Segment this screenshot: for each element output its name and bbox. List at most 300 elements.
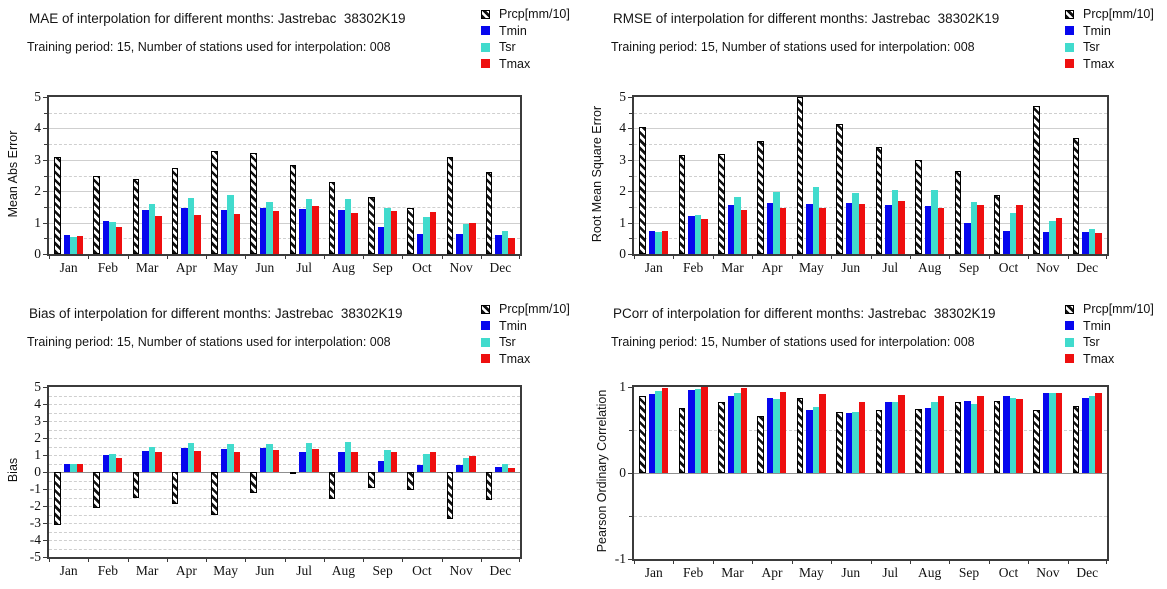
x-tick-label: Jan (644, 565, 663, 580)
y-tick-label: 1 (619, 214, 626, 230)
bar-prcp-mm-10-mar (718, 154, 725, 254)
x-tick-label: Sep (958, 260, 980, 275)
x-tick-label: Aug (331, 563, 355, 578)
x-tick-label: Apr (175, 260, 197, 275)
y-tick-label: 0 (619, 246, 626, 261)
y-axis-label: Root Mean Square Error (590, 105, 604, 243)
bar-prcp-mm-10-may (797, 97, 804, 254)
bar-tmax-jul (898, 395, 905, 473)
x-tick (871, 255, 872, 259)
x-tick-label: Oct (412, 563, 432, 578)
bar-prcp-mm-10-dec (1073, 138, 1080, 254)
y-minor-tick (44, 113, 47, 114)
bar-prcp-mm-10-jun (250, 153, 257, 254)
bar-tmax-nov (1056, 218, 1063, 254)
bar-tmax-aug (938, 208, 945, 254)
x-tick-label: Aug (331, 260, 355, 275)
x-tick-label: Jul (882, 565, 899, 580)
y-tick (43, 557, 47, 558)
x-tick-label: Dec (1076, 565, 1099, 580)
bar-tmax-may (819, 208, 826, 254)
bar-prcp-mm-10-apr (757, 141, 764, 254)
chart-subtitle: Training period: 15, Number of stations used for interpolation: 008 (27, 40, 391, 54)
x-tick (673, 560, 674, 564)
bar-prcp-mm-10-feb (93, 472, 100, 508)
x-tick (949, 560, 950, 564)
bar-tmax-aug (351, 452, 358, 472)
chart-subtitle: Training period: 15, Number of stations used for interpolation: 008 (611, 335, 975, 349)
gridline (49, 128, 520, 129)
y-tick-label: 2 (34, 183, 41, 199)
chart-title: MAE of interpolation for different months: Jastrebac 38302K19 (29, 11, 406, 26)
bar-prcp-mm-10-jul (290, 472, 297, 474)
bar-tmax-jun (859, 402, 866, 473)
x-tick (752, 560, 753, 564)
bar-prcp-mm-10-feb (679, 155, 686, 254)
bar-tmax-jul (312, 206, 319, 254)
x-tick (1068, 255, 1069, 259)
zero-line (634, 473, 1107, 474)
legend (481, 301, 570, 367)
y-tick (628, 128, 632, 129)
bar-tmax-jul (312, 449, 319, 472)
bar-prcp-mm-10-jun (250, 472, 257, 493)
x-tick (167, 558, 168, 562)
y-axis-label: Pearson Ordinary Correlation (595, 389, 609, 553)
bar-tmax-dec (508, 238, 515, 254)
plot-area (632, 385, 1109, 561)
x-tick (792, 255, 793, 259)
x-tick (481, 255, 482, 259)
x-tick-label: May (213, 563, 238, 578)
x-tick (910, 560, 911, 564)
bar-prcp-mm-10-dec (486, 472, 493, 500)
bar-tmax-apr (780, 208, 787, 254)
legend-item-tmin (481, 23, 570, 40)
tmax-swatch-icon (481, 354, 490, 363)
bar-prcp-mm-10-oct (994, 195, 1001, 254)
y-tick (628, 191, 632, 192)
y-minor-tick (629, 516, 632, 517)
x-tick (206, 255, 207, 259)
bar-prcp-mm-10-apr (172, 472, 179, 504)
y-tick (628, 559, 632, 560)
y-minor-tick (44, 144, 47, 145)
legend-item-prcp-mm-10 (481, 6, 570, 23)
y-tick (43, 404, 47, 405)
bar-prcp-mm-10-aug (329, 182, 336, 254)
x-tick (634, 255, 635, 259)
plot-area (47, 385, 522, 559)
x-tick (285, 255, 286, 259)
bar-tmax-dec (508, 468, 515, 472)
x-tick (128, 558, 129, 562)
y-tick-label: -5 (29, 549, 41, 564)
y-axis-label: Bias (6, 457, 20, 483)
bar-prcp-mm-10-sep (368, 472, 375, 488)
gridline (49, 396, 520, 397)
x-tick-label: Nov (449, 260, 473, 275)
x-tick-label: Oct (998, 565, 1019, 580)
y-tick-label: 3 (34, 413, 41, 428)
legend-item-prcp-mm-10 (1065, 301, 1154, 318)
prcp-mm-10-swatch-icon (481, 305, 490, 314)
legend-label: Tmax (499, 351, 531, 366)
bar-tmax-mar (155, 216, 162, 254)
legend-label: Tsr (1083, 335, 1100, 350)
x-tick-label: Jul (296, 260, 312, 275)
bar-prcp-mm-10-jul (876, 410, 883, 473)
x-tick-label: Jun (841, 260, 861, 275)
x-tick (245, 255, 246, 259)
legend-label: Tmax (1083, 56, 1115, 71)
legend-item-tmin (481, 318, 570, 335)
y-tick (43, 223, 47, 224)
bar-tmax-dec (1095, 393, 1102, 473)
bar-tmax-jun (273, 211, 280, 254)
y-tick (628, 160, 632, 161)
tmax-swatch-icon (1065, 354, 1074, 363)
x-tick-label: Nov (1036, 260, 1060, 275)
legend-label: Tsr (499, 40, 516, 55)
gridline (49, 438, 520, 439)
y-tick (43, 128, 47, 129)
gridline (49, 447, 520, 448)
bar-prcp-mm-10-feb (93, 176, 100, 255)
x-tick-label: Jun (255, 563, 275, 578)
bar-tmax-jun (859, 204, 866, 254)
y-tick-label: 0 (619, 465, 626, 480)
bar-tmax-jun (273, 450, 280, 472)
x-tick (363, 255, 364, 259)
bar-tmax-feb (116, 227, 123, 254)
x-tick (1106, 560, 1107, 564)
x-tick-label: Mar (135, 563, 159, 578)
x-tick (634, 560, 635, 564)
y-tick (43, 438, 47, 439)
bar-tmax-aug (938, 396, 945, 473)
x-tick-label: May (798, 260, 824, 275)
y-tick (43, 540, 47, 541)
legend-item-tmin (1065, 318, 1154, 335)
x-tick-label: Aug (917, 565, 942, 580)
y-tick-label: 5 (34, 89, 41, 104)
bar-tmax-feb (701, 387, 708, 473)
y-tick-label: 4 (34, 120, 41, 136)
panel-pcorr (584, 295, 1167, 589)
bar-tmax-aug (351, 213, 358, 254)
y-tick-label: 3 (619, 151, 626, 167)
x-tick-label: Sep (372, 260, 393, 275)
x-tick (831, 255, 832, 259)
legend-item-tsr (1065, 39, 1154, 56)
y-minor-tick (44, 207, 47, 208)
y-tick-label: 5 (34, 379, 41, 394)
y-minor-tick (44, 176, 47, 177)
bar-tmax-dec (1095, 233, 1102, 254)
legend (1065, 6, 1154, 72)
legend-label: Prcp[mm/10] (1083, 302, 1154, 317)
bar-prcp-mm-10-sep (368, 197, 375, 254)
legend-label: Prcp[mm/10] (499, 302, 570, 317)
bar-prcp-mm-10-mar (133, 179, 140, 254)
x-tick-label: Sep (372, 563, 393, 578)
tmin-swatch-icon (1065, 26, 1074, 35)
x-tick (792, 560, 793, 564)
chart-title: RMSE of interpolation for different months: Jastrebac 38302K19 (613, 11, 1000, 26)
bar-tmax-jan (662, 231, 669, 254)
x-tick-label: Feb (682, 260, 704, 275)
legend-label: Tmin (499, 318, 527, 333)
legend-item-tsr (481, 39, 570, 56)
gridline (49, 113, 520, 114)
x-tick-label: Jan (644, 260, 663, 275)
y-tick-label: -4 (29, 532, 41, 547)
tmin-swatch-icon (481, 321, 490, 330)
x-tick (88, 558, 89, 562)
panel-bias (0, 295, 583, 589)
x-tick (519, 558, 520, 562)
y-tick (628, 97, 632, 98)
y-minor-tick (629, 207, 632, 208)
x-tick-label: Mar (135, 260, 159, 275)
y-tick (43, 455, 47, 456)
bar-prcp-mm-10-dec (1073, 406, 1080, 473)
prcp-mm-10-swatch-icon (1065, 10, 1074, 19)
x-tick (1028, 560, 1029, 564)
y-tick-label: 0 (34, 464, 41, 479)
legend-item-tmin (1065, 23, 1154, 40)
gridline (49, 144, 520, 145)
bar-tmax-mar (155, 452, 162, 472)
y-tick (43, 489, 47, 490)
y-tick (43, 254, 47, 255)
tmin-swatch-icon (1065, 321, 1074, 330)
x-tick (285, 558, 286, 562)
tmax-swatch-icon (1065, 59, 1074, 68)
legend-item-tsr (481, 334, 570, 351)
y-tick-label: 2 (34, 430, 41, 445)
bar-prcp-mm-10-jan (54, 472, 61, 525)
panel-mae (0, 0, 583, 294)
legend-label: Prcp[mm/10] (1083, 7, 1154, 22)
tsr-swatch-icon (481, 338, 490, 347)
x-tick (442, 558, 443, 562)
x-tick (363, 558, 364, 562)
y-tick-label: 5 (619, 89, 626, 104)
x-tick-label: May (213, 260, 238, 275)
y-tick-label: -2 (29, 498, 41, 513)
bar-tmax-sep (977, 205, 984, 254)
bar-prcp-mm-10-jun (836, 124, 843, 254)
gridline (49, 455, 520, 456)
bar-prcp-mm-10-sep (955, 171, 962, 254)
x-tick (49, 255, 50, 259)
bar-tmax-jan (77, 464, 84, 472)
bar-prcp-mm-10-may (211, 151, 218, 254)
x-tick-label: Jan (59, 563, 78, 578)
legend (1065, 301, 1154, 367)
x-tick-label: Mar (721, 260, 744, 275)
gridline (49, 549, 520, 550)
x-tick-label: Oct (998, 260, 1019, 275)
chart-title: PCorr of interpolation for different months: Jastrebac 38302K19 (613, 306, 996, 321)
x-tick (713, 255, 714, 259)
x-tick (88, 255, 89, 259)
legend-label: Tmax (499, 56, 531, 71)
bar-tmax-oct (430, 452, 437, 472)
y-minor-tick (629, 238, 632, 239)
bar-prcp-mm-10-jan (639, 396, 646, 473)
legend-label: Tmin (1083, 23, 1111, 38)
y-tick (628, 223, 632, 224)
chart-subtitle: Training period: 15, Number of stations used for interpolation: 008 (27, 335, 391, 349)
bar-prcp-mm-10-jan (54, 157, 61, 254)
legend-label: Tmin (499, 23, 527, 38)
bar-prcp-mm-10-oct (407, 472, 414, 490)
x-tick-label: Aug (917, 260, 942, 275)
legend-item-tmax (481, 351, 570, 368)
legend-label: Tmax (1083, 351, 1115, 366)
y-tick-label: 4 (619, 120, 626, 136)
bar-tmax-apr (194, 215, 201, 254)
bar-tmax-mar (741, 210, 748, 254)
x-tick (442, 255, 443, 259)
bar-prcp-mm-10-jan (639, 127, 646, 254)
x-tick (481, 558, 482, 562)
x-tick-label: May (798, 565, 824, 580)
x-tick-label: Feb (97, 563, 118, 578)
bar-tmax-oct (1016, 399, 1023, 473)
bar-tmax-feb (116, 458, 123, 472)
bar-prcp-mm-10-aug (915, 409, 922, 473)
x-tick (752, 255, 753, 259)
y-tick-label: 2 (619, 183, 626, 199)
legend-label: Prcp[mm/10] (499, 7, 570, 22)
bar-prcp-mm-10-nov (447, 472, 454, 519)
y-tick-label: 1 (619, 379, 626, 394)
tsr-swatch-icon (1065, 338, 1074, 347)
x-tick-label: Dec (1076, 260, 1099, 275)
bar-prcp-mm-10-oct (994, 401, 1001, 473)
y-minor-tick (44, 238, 47, 239)
x-tick (831, 560, 832, 564)
x-tick (128, 255, 129, 259)
x-tick-label: Oct (412, 260, 432, 275)
x-tick (167, 255, 168, 259)
bar-prcp-mm-10-oct (407, 208, 414, 254)
x-tick-label: Apr (175, 563, 197, 578)
y-axis-label: Mean Abs Error (6, 130, 20, 218)
gridline (49, 523, 520, 524)
y-tick-label: 4 (34, 396, 41, 411)
plot-area (632, 95, 1109, 256)
bar-prcp-mm-10-nov (447, 157, 454, 254)
bar-prcp-mm-10-apr (172, 168, 179, 254)
y-minor-tick (629, 113, 632, 114)
x-tick-label: Jun (841, 565, 861, 580)
y-tick-label: 3 (34, 151, 41, 167)
bar-tmax-apr (194, 451, 201, 472)
x-tick (402, 255, 403, 259)
legend-label: Tmin (1083, 318, 1111, 333)
x-tick (989, 255, 990, 259)
legend (481, 6, 570, 72)
bar-prcp-mm-10-nov (1033, 410, 1040, 473)
x-tick-label: Jun (255, 260, 275, 275)
bar-prcp-mm-10-aug (915, 160, 922, 254)
y-minor-tick (629, 144, 632, 145)
bar-prcp-mm-10-aug (329, 472, 336, 499)
x-tick-label: Feb (97, 260, 118, 275)
x-tick (1068, 560, 1069, 564)
bar-prcp-mm-10-nov (1033, 106, 1040, 254)
bar-prcp-mm-10-feb (679, 408, 686, 473)
bar-tmax-nov (1056, 393, 1063, 473)
x-tick-label: Dec (489, 563, 512, 578)
x-tick-label: Feb (682, 565, 704, 580)
bar-prcp-mm-10-mar (718, 402, 725, 473)
y-tick (628, 473, 632, 474)
bar-tmax-sep (391, 211, 398, 254)
tsr-swatch-icon (1065, 43, 1074, 52)
bar-tmax-nov (469, 456, 476, 472)
tmin-swatch-icon (481, 26, 490, 35)
x-tick (949, 255, 950, 259)
y-tick-label: -1 (614, 551, 626, 566)
x-tick (1028, 255, 1029, 259)
bar-prcp-mm-10-jun (836, 412, 843, 473)
x-tick-label: Mar (721, 565, 744, 580)
x-tick (245, 558, 246, 562)
x-tick-label: Apr (761, 260, 783, 275)
y-minor-tick (629, 176, 632, 177)
gridline (49, 413, 520, 414)
y-tick (43, 97, 47, 98)
x-tick-label: Nov (1036, 565, 1060, 580)
y-tick-label: 0 (34, 246, 41, 261)
bar-prcp-mm-10-may (211, 472, 218, 515)
y-tick (43, 472, 47, 473)
x-tick (910, 255, 911, 259)
legend-item-prcp-mm-10 (1065, 6, 1154, 23)
tmax-swatch-icon (481, 59, 490, 68)
bar-tmax-oct (1016, 205, 1023, 254)
x-tick (402, 558, 403, 562)
bar-prcp-mm-10-may (797, 398, 804, 473)
legend-label: Tsr (499, 335, 516, 350)
bar-prcp-mm-10-mar (133, 472, 140, 498)
bar-tmax-feb (701, 219, 708, 254)
bar-tmax-may (234, 214, 241, 254)
x-tick-label: Sep (958, 565, 980, 580)
x-tick (673, 255, 674, 259)
y-minor-tick (629, 430, 632, 431)
legend-item-tmax (1065, 351, 1154, 368)
y-tick (43, 387, 47, 388)
x-tick-label: Jan (59, 260, 78, 275)
y-tick (43, 523, 47, 524)
plot-area (47, 95, 522, 256)
y-tick-label: 1 (34, 214, 41, 230)
x-tick (519, 255, 520, 259)
y-tick (43, 421, 47, 422)
bar-tmax-nov (469, 223, 476, 254)
x-tick (1106, 255, 1107, 259)
chart-title: Bias of interpolation for different months: Jastrebac 38302K19 (29, 306, 403, 321)
x-tick (713, 560, 714, 564)
y-tick (43, 160, 47, 161)
